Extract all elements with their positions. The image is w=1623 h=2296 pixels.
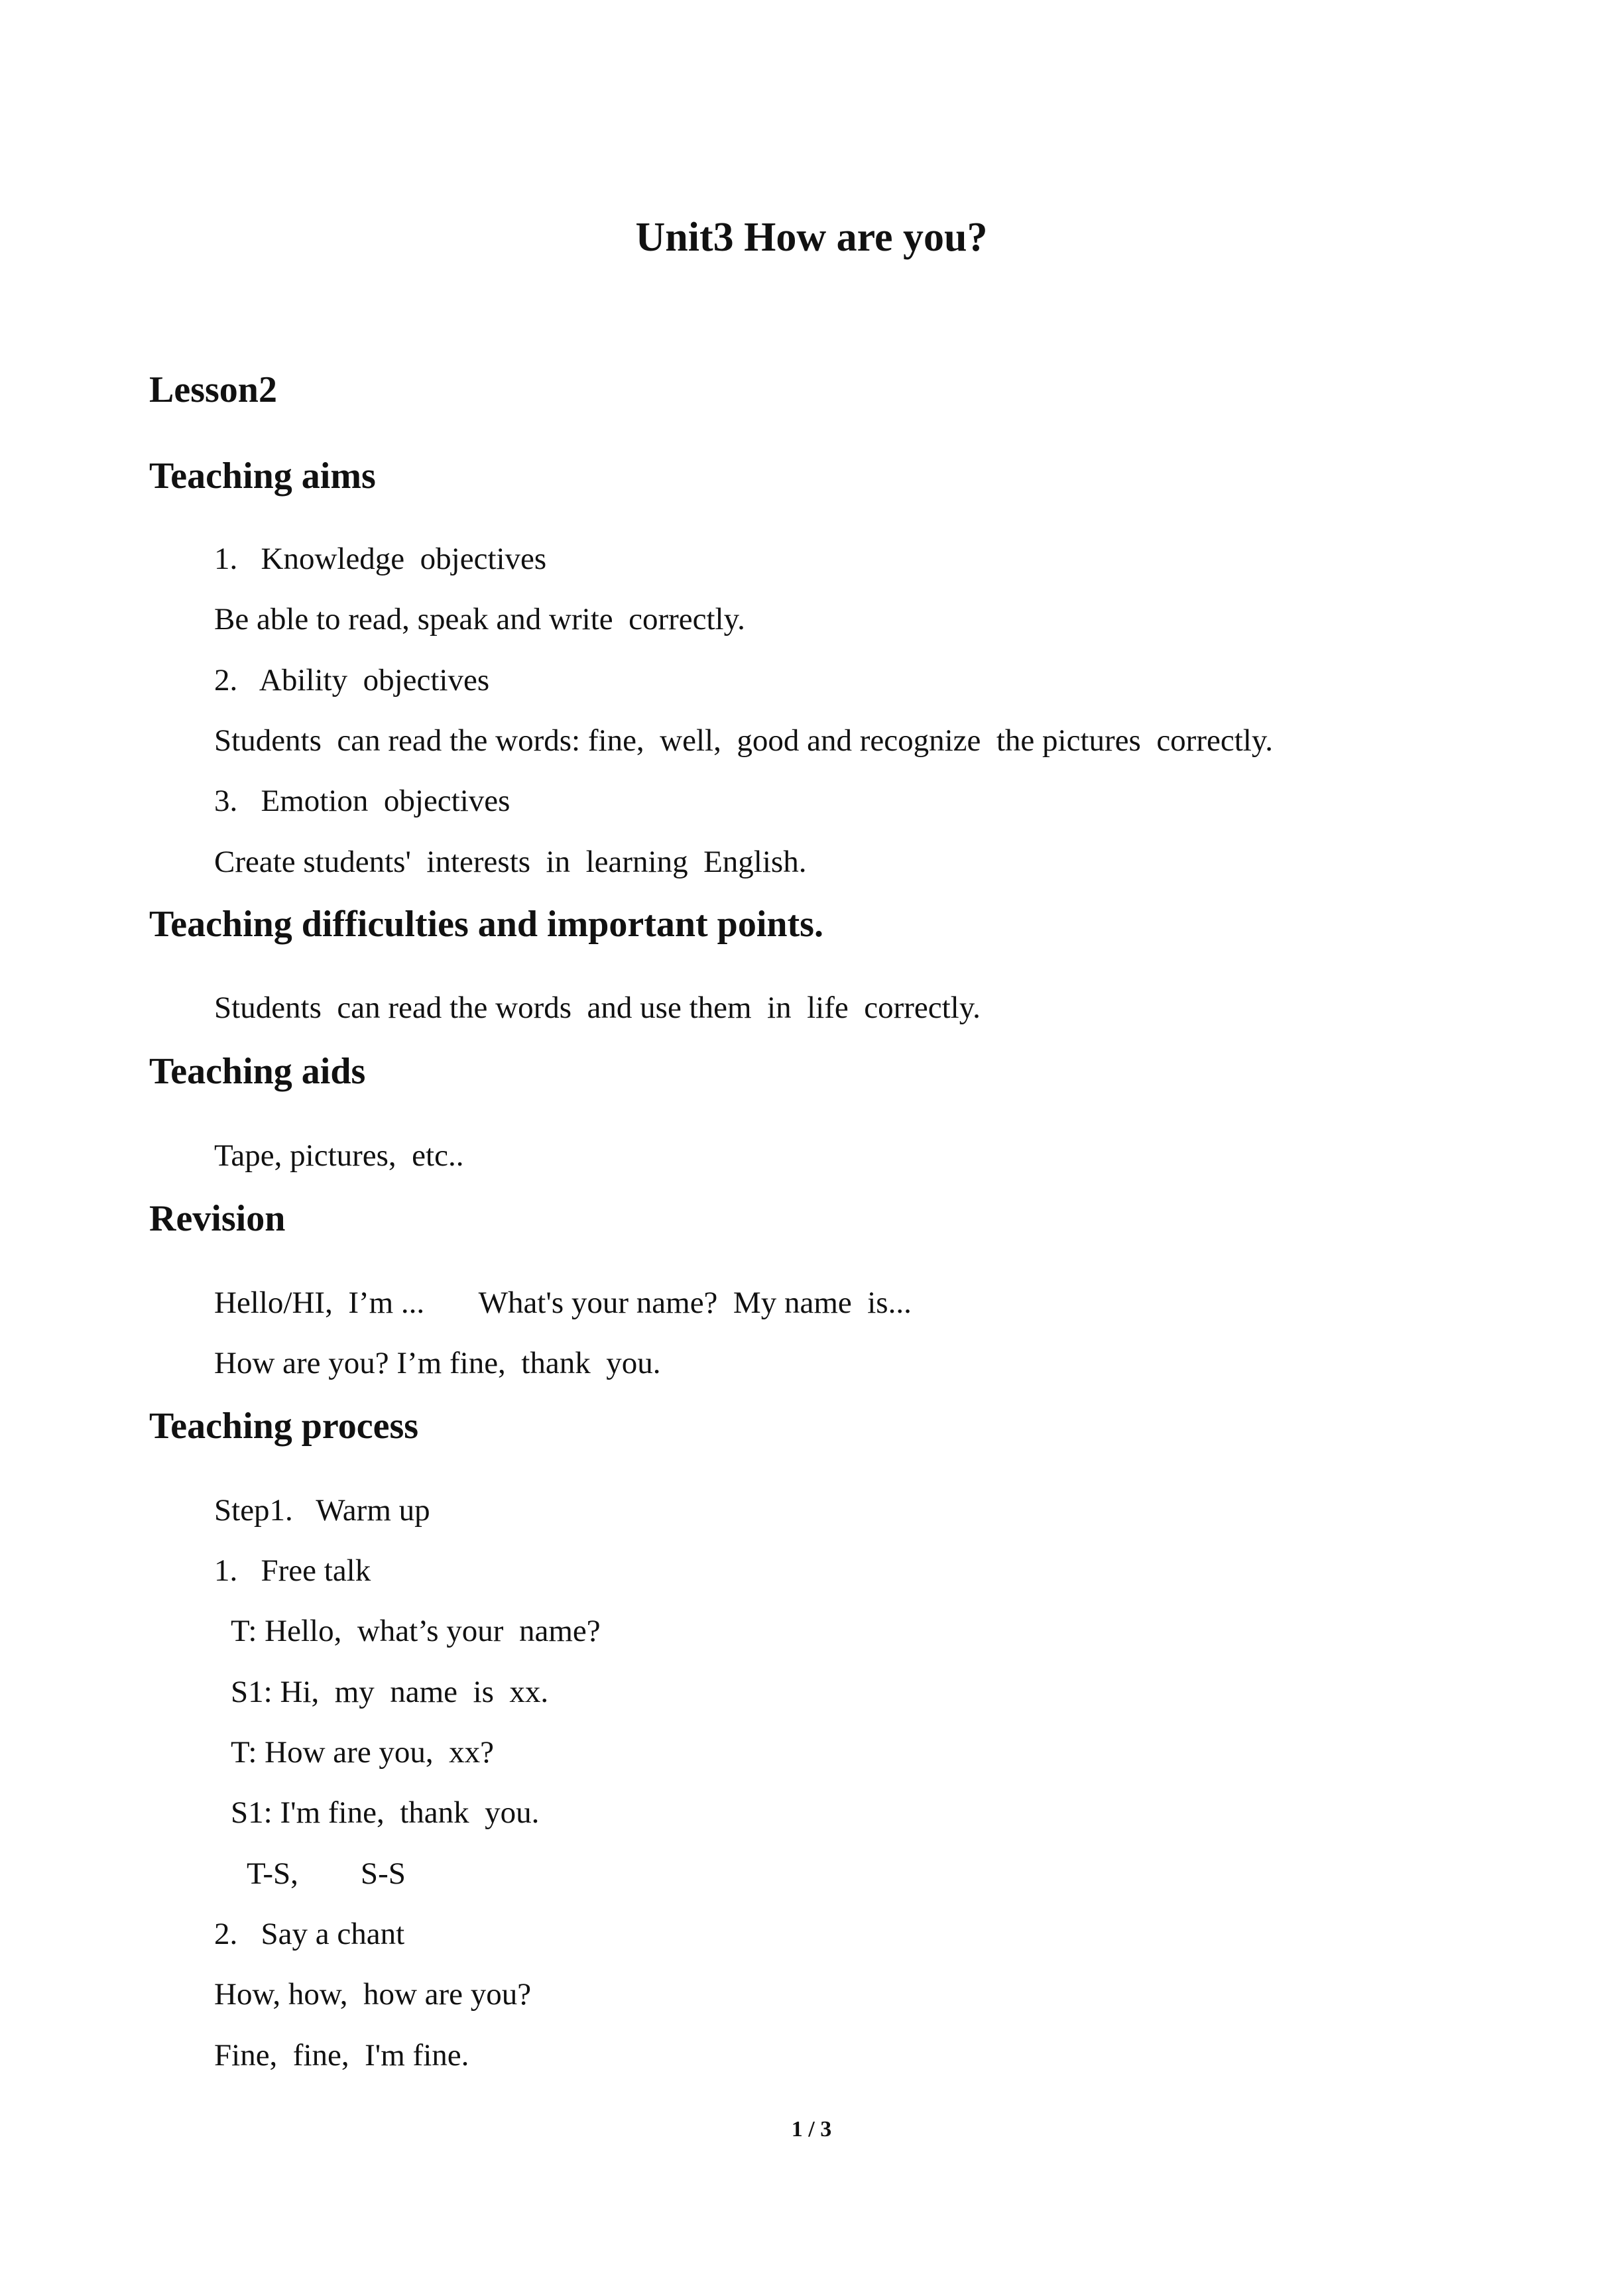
chant-line: Fine, fine, I'm fine. xyxy=(214,2038,469,2073)
teaching-process-heading: Teaching process xyxy=(149,1406,419,1447)
revision-item-how-are-you: How are you? I’m fine, thank you. xyxy=(214,1346,661,1380)
process-step1-warm-up: Step1. Warm up xyxy=(214,1493,430,1528)
chant-line: How, how, how are you? xyxy=(214,1977,532,2012)
page-title: Unit3 How are you? xyxy=(635,215,988,260)
process-free-talk: 1. Free talk xyxy=(214,1553,371,1588)
aims-item-ability-detail: Students can read the words: fine, well, good and recognize the pictures correctly. xyxy=(214,723,1274,758)
revision-heading: Revision xyxy=(149,1198,286,1239)
practice-pairs: T-S, S-S xyxy=(247,1856,406,1891)
aims-item-emotion-detail: Create students' interests in learning English. xyxy=(214,845,807,879)
aims-item-ability-objectives: 2. Ability objectives xyxy=(214,663,490,697)
aims-item-emotion-objectives: 3. Emotion objectives xyxy=(214,784,511,818)
teaching-difficulties-heading: Teaching difficulties and important points. xyxy=(149,904,823,945)
teaching-aims-heading: Teaching aims xyxy=(149,455,376,497)
lesson-heading: Lesson2 xyxy=(149,369,277,410)
dialogue-line: T: Hello, what’s your name? xyxy=(231,1614,601,1648)
teaching-aids-heading: Teaching aids xyxy=(149,1051,366,1092)
aims-item-knowledge-objectives: 1. Knowledge objectives xyxy=(214,542,547,576)
process-say-a-chant: 2. Say a chant xyxy=(214,1917,405,1951)
difficulties-item: Students can read the words and use them in life correctly. xyxy=(214,991,981,1025)
dialogue-line: T: How are you, xx? xyxy=(231,1735,495,1770)
dialogue-line: S1: Hi, my name is xx. xyxy=(231,1675,549,1709)
aims-item-knowledge-detail: Be able to read, speak and write correctly. xyxy=(214,602,745,636)
dialogue-line: S1: I'm fine, thank you. xyxy=(231,1795,540,1830)
revision-item-greeting: Hello/HI, I’m ... What's your name? My name is... xyxy=(214,1286,912,1320)
page-number: 1 / 3 xyxy=(791,2117,832,2142)
aids-item: Tape, pictures, etc.. xyxy=(214,1138,464,1173)
